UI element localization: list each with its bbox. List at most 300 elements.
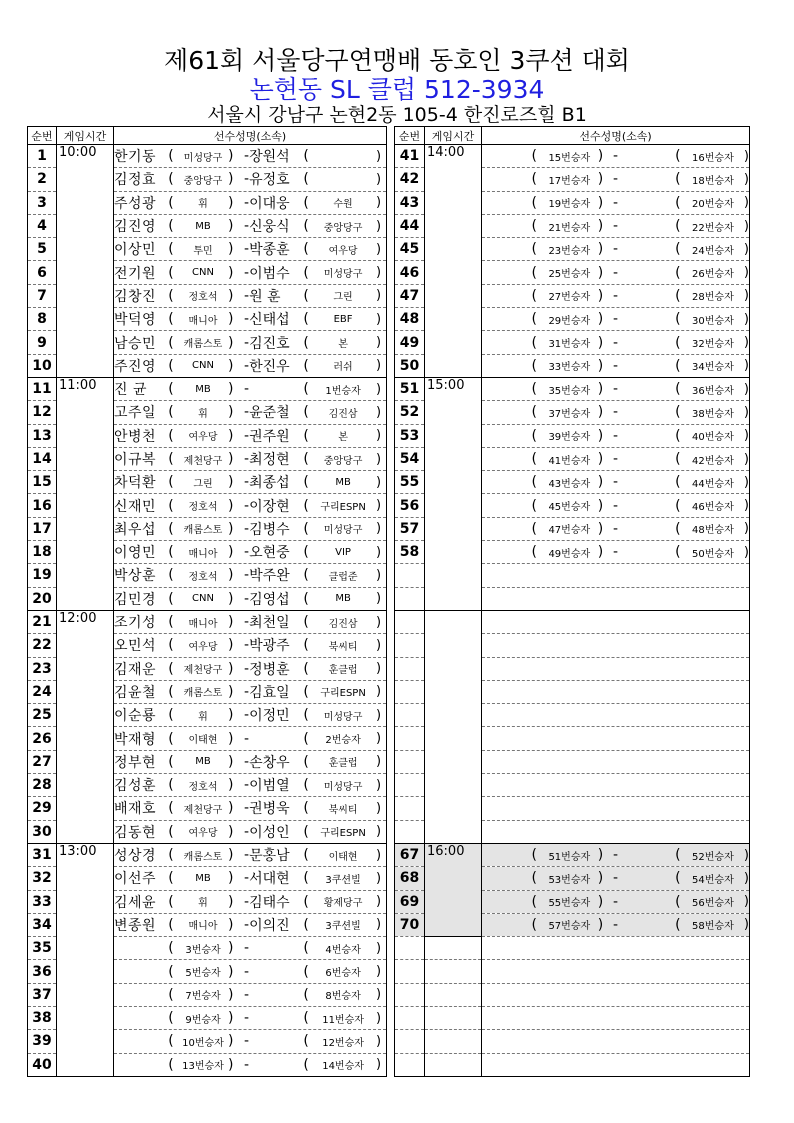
matchup <box>114 191 387 214</box>
vs-dash: - <box>244 241 250 258</box>
open-paren: ( <box>303 847 309 864</box>
close-paren: ) <box>743 404 749 420</box>
game-time: 14:00 <box>425 145 482 378</box>
col-header-players: 선수성명(소속) <box>114 127 387 145</box>
player1-name: 고주일 <box>114 405 157 422</box>
player1-club: 10번승자 <box>182 1037 224 1049</box>
player1-club: 정호석 <box>188 571 218 583</box>
open-paren: ( <box>168 986 174 1003</box>
close-paren: ) <box>228 800 234 817</box>
match-number: 51 <box>395 377 425 400</box>
open-paren: ( <box>303 940 309 957</box>
player1-club: 휘 <box>198 898 208 910</box>
player2-club: 12번승자 <box>322 1037 364 1049</box>
winner-ref-a: 37번승자 <box>548 408 591 420</box>
match-number: 28 <box>28 774 57 797</box>
vs-dash: - <box>612 427 619 444</box>
player2-club: 구리ESPN <box>320 688 366 700</box>
close-paren: ) <box>228 427 234 444</box>
close-paren: ) <box>597 241 604 258</box>
player1-name: 전기원 <box>114 265 157 282</box>
winner-ref-b: 16번승자 <box>692 152 734 164</box>
close-paren: ) <box>743 311 749 327</box>
match-number: 50 <box>395 354 425 377</box>
winner-ref-a: 33번승자 <box>548 362 591 374</box>
matchup <box>482 587 750 610</box>
player1-name: 주진영 <box>114 358 157 375</box>
game-time-empty <box>425 937 482 960</box>
open-paren: ( <box>303 334 309 351</box>
player1-name: 성상경 <box>114 848 157 865</box>
match-number: 29 <box>28 797 57 820</box>
matchup <box>482 377 750 400</box>
matchup <box>482 1006 750 1029</box>
close-paren: ) <box>375 591 382 607</box>
open-paren: ( <box>303 241 309 258</box>
vs-dash: - <box>244 753 250 770</box>
match-number <box>395 587 425 610</box>
close-paren: ) <box>228 916 234 933</box>
open-paren: ( <box>168 940 174 957</box>
open-paren: ( <box>303 287 309 304</box>
player2-club: 6번승자 <box>325 968 361 980</box>
game-time: 13:00 <box>57 843 114 1076</box>
open-paren: ( <box>303 614 309 631</box>
player2-name: 이성인 <box>249 824 290 841</box>
winner-ref-a: 51번승자 <box>548 851 591 863</box>
match-number <box>395 727 425 750</box>
player2-name: 권병욱 <box>249 801 290 818</box>
vs-dash: - <box>244 171 250 188</box>
match-row <box>395 843 750 866</box>
open-paren: ( <box>303 1056 309 1073</box>
open-paren: ( <box>675 916 681 933</box>
player2-club: 본 <box>338 432 348 444</box>
player1-club: CNN <box>192 267 214 279</box>
game-time-empty <box>425 1030 482 1053</box>
open-paren: ( <box>531 148 537 165</box>
open-paren: ( <box>675 287 681 304</box>
player2-club: 14번승자 <box>322 1061 364 1073</box>
close-paren: ) <box>375 451 382 467</box>
winner-ref-b: 20번승자 <box>692 199 734 211</box>
close-paren: ) <box>375 428 382 444</box>
vs-dash: - <box>244 1056 250 1073</box>
open-paren: ( <box>168 334 174 351</box>
match-number: 14 <box>28 447 57 470</box>
close-paren: ) <box>375 241 382 257</box>
close-paren: ) <box>597 287 604 304</box>
open-paren: ( <box>675 334 681 351</box>
close-paren: ) <box>743 265 749 281</box>
matchup <box>114 1053 387 1076</box>
matchup <box>114 424 387 447</box>
open-paren: ( <box>303 218 309 235</box>
matchup <box>482 610 750 633</box>
match-number: 13 <box>28 424 57 447</box>
close-paren: ) <box>597 171 604 188</box>
player2-club: 황제당구 <box>323 898 363 910</box>
player2-name: 이의진 <box>249 917 290 934</box>
close-paren: ) <box>743 335 749 351</box>
player1-club: 휘 <box>198 199 208 211</box>
match-number: 68 <box>395 867 425 890</box>
winner-ref-b: 22번승자 <box>692 222 734 234</box>
matchup <box>482 541 750 564</box>
player1-club: 매니아 <box>188 618 218 630</box>
match-number: 32 <box>28 867 57 890</box>
open-paren: ( <box>168 1010 174 1027</box>
open-paren: ( <box>168 893 174 910</box>
player2-club: 그린 <box>333 292 353 304</box>
open-paren: ( <box>303 520 309 537</box>
match-row <box>395 1006 750 1029</box>
open-paren: ( <box>168 683 174 700</box>
open-paren: ( <box>168 264 174 281</box>
open-paren: ( <box>168 171 174 188</box>
matchup <box>482 261 750 284</box>
player1-name: 한기동 <box>114 149 157 166</box>
open-paren: ( <box>168 451 174 467</box>
close-paren: ) <box>375 987 382 1003</box>
open-paren: ( <box>675 497 681 514</box>
winner-ref-b: 56번승자 <box>692 898 734 910</box>
close-paren: ) <box>375 358 382 374</box>
matchup <box>482 704 750 727</box>
close-paren: ) <box>375 754 382 770</box>
winner-ref-b: 44번승자 <box>692 478 734 490</box>
winner-ref-b: 54번승자 <box>692 874 734 886</box>
open-paren: ( <box>168 520 174 537</box>
player2-club: 4번승자 <box>325 944 361 956</box>
winner-ref-a: 19번승자 <box>548 199 591 211</box>
player1-name: 김윤철 <box>114 684 157 701</box>
close-paren: ) <box>375 800 382 816</box>
matchup <box>482 471 750 494</box>
vs-dash: - <box>244 404 250 421</box>
close-paren: ) <box>228 730 234 747</box>
open-paren: ( <box>675 520 681 537</box>
close-paren: ) <box>228 614 234 631</box>
player1-club: 캐롬스토 <box>183 688 223 700</box>
open-paren: ( <box>531 334 537 351</box>
open-paren: ( <box>531 893 537 910</box>
close-paren: ) <box>375 824 382 840</box>
match-number: 34 <box>28 913 57 936</box>
match-number: 11 <box>28 377 57 400</box>
player1-name: 신재민 <box>114 498 157 515</box>
player1-name: 남승민 <box>114 335 157 352</box>
match-number: 54 <box>395 447 425 470</box>
close-paren: ) <box>743 218 749 234</box>
matchup <box>114 284 387 307</box>
vs-dash: - <box>244 637 250 654</box>
close-paren: ) <box>375 335 382 351</box>
player1-club: 캐롬스토 <box>183 525 223 537</box>
player1-name: 정부현 <box>114 754 157 771</box>
open-paren: ( <box>303 1010 309 1027</box>
winner-ref-b: 46번승자 <box>692 502 734 514</box>
open-paren: ( <box>675 194 681 211</box>
vs-dash: - <box>612 474 619 491</box>
player2-club: 1번승자 <box>325 385 361 397</box>
player2-club: 훈클럽 <box>328 665 358 677</box>
vs-dash: - <box>612 148 619 165</box>
match-number: 53 <box>395 424 425 447</box>
player1-club: CNN <box>192 593 214 605</box>
matchup <box>114 494 387 517</box>
vs-dash: - <box>244 940 250 957</box>
close-paren: ) <box>597 544 604 561</box>
close-paren: ) <box>743 171 749 187</box>
player2-name: 문홍남 <box>249 848 290 865</box>
player2-club: 미성당구 <box>323 711 363 723</box>
close-paren: ) <box>228 893 234 910</box>
vs-dash: - <box>244 800 250 817</box>
vs-dash: - <box>244 823 250 840</box>
player2-club: 미성당구 <box>323 781 363 793</box>
player1-club: 여우당 <box>188 432 218 444</box>
matchup <box>114 238 387 261</box>
player2-name: 김영섭 <box>249 591 290 608</box>
matchup <box>114 867 387 890</box>
close-paren: ) <box>375 964 382 980</box>
match-number: 8 <box>28 308 57 331</box>
matchup <box>482 657 750 680</box>
close-paren: ) <box>228 660 234 677</box>
close-paren: ) <box>375 218 382 234</box>
matchup <box>482 797 750 820</box>
close-paren: ) <box>228 381 234 398</box>
close-paren: ) <box>375 684 382 700</box>
matchup <box>114 610 387 633</box>
matchup <box>482 517 750 540</box>
winner-ref-b: 28번승자 <box>692 292 734 304</box>
open-paren: ( <box>675 427 681 444</box>
winner-ref-a: 17번승자 <box>548 175 591 187</box>
match-row <box>28 610 387 633</box>
player2-name: 김병수 <box>249 521 290 538</box>
match-number: 17 <box>28 517 57 540</box>
close-paren: ) <box>375 498 382 514</box>
close-paren: ) <box>228 474 234 491</box>
vs-dash: - <box>612 847 619 864</box>
close-paren: ) <box>228 963 234 980</box>
player1-club: 매니아 <box>188 548 218 560</box>
matchup <box>114 983 387 1006</box>
player1-club: MB <box>195 383 211 395</box>
close-paren: ) <box>228 544 234 561</box>
game-time: 12:00 <box>57 610 114 843</box>
open-paren: ( <box>531 847 537 864</box>
match-number: 33 <box>28 890 57 913</box>
player2-name: 오현중 <box>249 545 290 562</box>
close-paren: ) <box>597 427 604 444</box>
close-paren: ) <box>228 171 234 188</box>
winner-ref-b: 48번승자 <box>692 525 734 537</box>
open-paren: ( <box>531 194 537 211</box>
match-number <box>395 680 425 703</box>
player2-club: 미성당구 <box>323 269 363 281</box>
open-paren: ( <box>303 544 309 561</box>
player2-club: 중앙당구 <box>323 455 363 467</box>
match-number <box>395 1053 425 1076</box>
player2-name: 이범수 <box>249 265 290 282</box>
winner-ref-a: 57번승자 <box>548 921 591 933</box>
matchup <box>482 983 750 1006</box>
open-paren: ( <box>675 893 681 910</box>
open-paren: ( <box>168 730 174 747</box>
player1-club: CNN <box>192 360 214 372</box>
winner-ref-b: 36번승자 <box>692 385 734 397</box>
close-paren: ) <box>375 195 382 211</box>
close-paren: ) <box>375 637 382 653</box>
match-number: 21 <box>28 610 57 633</box>
player2-name: 이정민 <box>249 708 290 725</box>
player2-club: MB <box>335 476 351 488</box>
close-paren: ) <box>228 1010 234 1027</box>
matchup <box>482 913 750 936</box>
open-paren: ( <box>168 753 174 770</box>
player2-club: 구리ESPN <box>320 828 366 840</box>
matchup <box>482 1053 750 1076</box>
open-paren: ( <box>303 1033 309 1050</box>
open-paren: ( <box>168 218 174 235</box>
match-number: 49 <box>395 331 425 354</box>
vs-dash: - <box>612 404 619 421</box>
match-number: 25 <box>28 704 57 727</box>
open-paren: ( <box>531 404 537 421</box>
player1-club: 미성당구 <box>183 152 223 164</box>
player1-club: 여우당 <box>188 828 218 840</box>
player1-name: 박덕영 <box>114 312 157 329</box>
match-number: 12 <box>28 401 57 424</box>
player2-club: EBF <box>333 313 353 325</box>
open-paren: ( <box>303 753 309 770</box>
open-paren: ( <box>675 870 681 887</box>
open-paren: ( <box>168 148 174 165</box>
winner-ref-b: 18번승자 <box>692 175 734 187</box>
close-paren: ) <box>375 1010 382 1026</box>
player1-name: 김민경 <box>114 591 157 608</box>
vs-dash: - <box>244 520 250 537</box>
open-paren: ( <box>168 800 174 817</box>
club-info: 논현동 SL 클럽 512-3934 <box>249 75 545 104</box>
open-paren: ( <box>531 311 537 328</box>
vs-dash: - <box>244 590 250 607</box>
vs-dash: - <box>244 1033 250 1050</box>
match-number: 4 <box>28 214 57 237</box>
close-paren: ) <box>597 520 604 537</box>
close-paren: ) <box>375 474 382 490</box>
match-number: 19 <box>28 564 57 587</box>
close-paren: ) <box>375 614 382 630</box>
match-row <box>28 145 387 168</box>
open-paren: ( <box>168 870 174 887</box>
matchup <box>114 797 387 820</box>
close-paren: ) <box>228 334 234 351</box>
open-paren: ( <box>303 637 309 654</box>
match-number: 1 <box>28 145 57 168</box>
match-number: 16 <box>28 494 57 517</box>
match-number: 27 <box>28 750 57 773</box>
open-paren: ( <box>168 287 174 304</box>
match-row <box>395 937 750 960</box>
vs-dash: - <box>612 451 619 467</box>
close-paren: ) <box>228 241 234 258</box>
vs-dash: - <box>244 544 250 561</box>
player1-club: 휘 <box>198 408 208 420</box>
col-header-time: 게임시간 <box>57 127 114 145</box>
player1-club: 정호석 <box>188 502 218 514</box>
winner-ref-b: 58번승자 <box>692 921 734 933</box>
player2-name: 박광주 <box>249 638 290 655</box>
matchup <box>482 284 750 307</box>
player1-club: 여우당 <box>188 641 218 653</box>
open-paren: ( <box>675 381 681 398</box>
open-paren: ( <box>531 357 537 374</box>
vs-dash: - <box>612 194 619 211</box>
close-paren: ) <box>375 870 382 886</box>
match-number: 23 <box>28 657 57 680</box>
vs-dash: - <box>244 683 250 700</box>
open-paren: ( <box>675 451 681 467</box>
match-number <box>395 937 425 960</box>
vs-dash: - <box>244 427 250 444</box>
vs-dash: - <box>612 893 619 910</box>
player1-name: 김재운 <box>114 661 157 678</box>
close-paren: ) <box>375 148 382 164</box>
open-paren: ( <box>531 870 537 887</box>
open-paren: ( <box>303 311 309 328</box>
matchup <box>114 261 387 284</box>
winner-ref-a: 25번승자 <box>548 269 591 281</box>
open-paren: ( <box>303 357 309 374</box>
open-paren: ( <box>303 660 309 677</box>
open-paren: ( <box>675 171 681 188</box>
close-paren: ) <box>228 218 234 235</box>
match-row <box>395 1053 750 1076</box>
vs-dash: - <box>244 497 250 514</box>
winner-ref-b: 50번승자 <box>692 548 734 560</box>
close-paren: ) <box>228 847 234 864</box>
match-number: 56 <box>395 494 425 517</box>
match-number: 3 <box>28 191 57 214</box>
open-paren: ( <box>531 218 537 235</box>
matchup <box>114 680 387 703</box>
player2-name: 이대웅 <box>249 195 290 212</box>
player2-club: MB <box>335 593 351 605</box>
winner-ref-a: 35번승자 <box>548 385 591 397</box>
matchup <box>482 331 750 354</box>
player1-club: 제천당구 <box>183 455 223 467</box>
close-paren: ) <box>743 870 749 886</box>
player2-club: 11번승자 <box>322 1014 364 1026</box>
match-row <box>28 377 387 400</box>
close-paren: ) <box>743 358 749 374</box>
open-paren: ( <box>531 451 537 467</box>
vs-dash: - <box>244 870 250 887</box>
matchup <box>482 890 750 913</box>
winner-ref-b: 52번승자 <box>692 851 734 863</box>
close-paren: ) <box>743 148 749 164</box>
left-table-header <box>28 127 387 145</box>
open-paren: ( <box>303 590 309 607</box>
close-paren: ) <box>228 357 234 374</box>
player1-name: 변종원 <box>114 917 157 934</box>
open-paren: ( <box>168 544 174 561</box>
winner-ref-a: 15번승자 <box>548 152 591 164</box>
